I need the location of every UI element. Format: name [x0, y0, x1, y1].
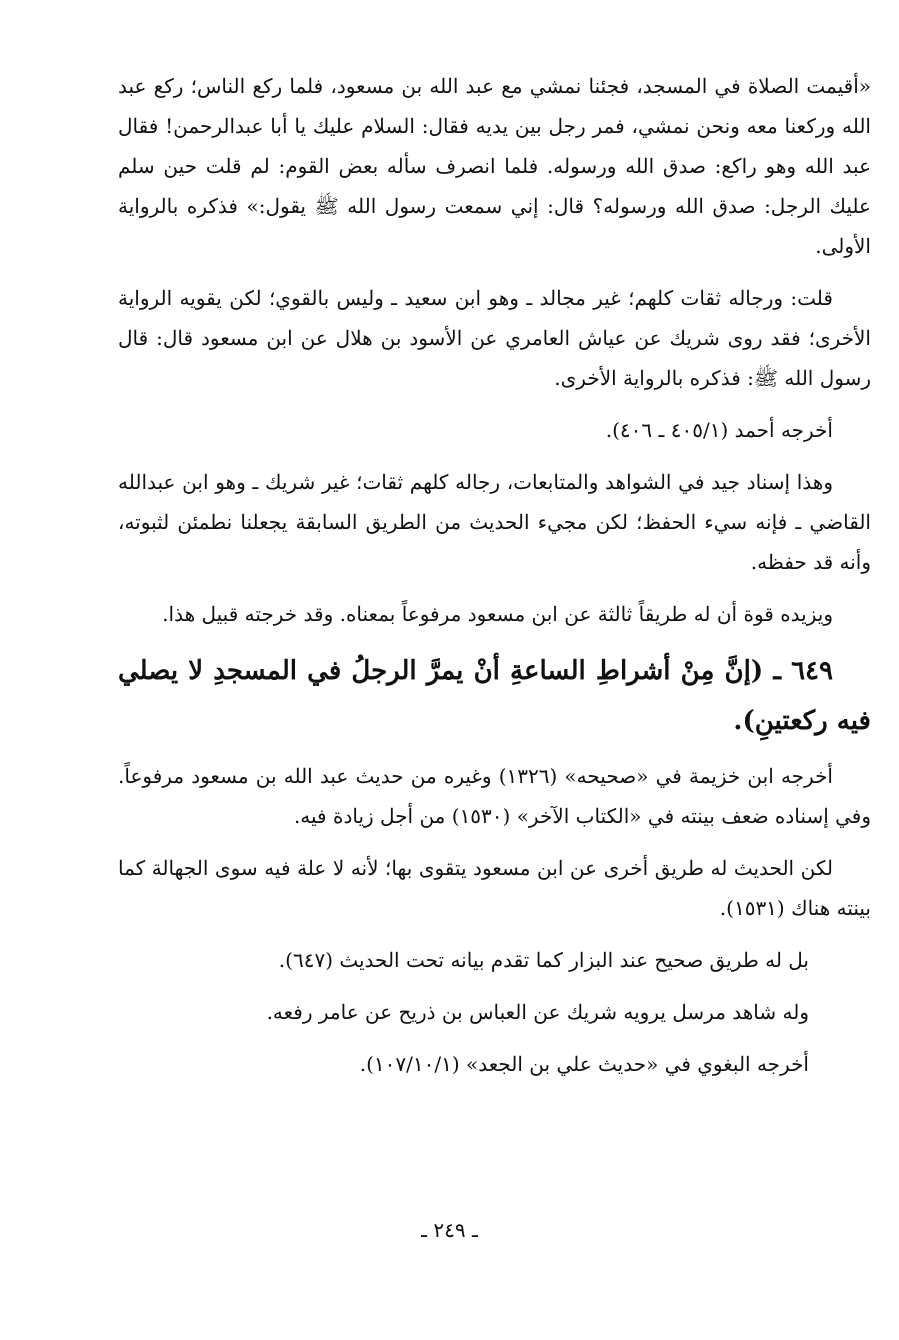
hadith-heading: ٦٤٩ ـ (إنَّ مِنْ أشراطِ الساعةِ أنْ يمرَّ الرجلُ في المسجدِ لا يصلي فيه ركعتينِ). [118, 656, 871, 736]
indented-notes [118, 940, 809, 1084]
note-mursal-witness: وله شاهد مرسل يرويه شريك عن العباس بن ذريح عن عامر رفعه. [266, 1000, 809, 1024]
paragraph-isnad-grading: وهذا إسناد جيد في الشواهد والمتابعات، رجاله كلهم ثقات؛ غير شريك ـ وهو ابن عبدالله القاضي ـ فإنه سيء الحفظ؛ لكن مجيء الحديث من الطريق السابقة يجعلنا نطمئن لثبوته، وأنه قد حفظه. [118, 470, 871, 574]
paragraph-third-route: ويزيده قوة أن له طريقاً ثالثة عن ابن مسعود مرفوعاً بمعناه. وقد خرجته قبيل هذا. [162, 602, 833, 626]
paragraph-isnad-note: قلت: ورجاله ثقات كلهم؛ غير مجالد ـ وهو ابن سعيد ـ وليس بالقوي؛ لكن يقويه الرواية الأخرى؛ فقد روى شريك عن عياش العامري عن الأسود بن هلال عن ابن مسعود قال: قال رسول الله ﷺ: فذكره بالرواية الأخرى. [118, 286, 871, 390]
page-body [118, 66, 871, 1084]
paragraph-hadith-narration: «أقيمت الصلاة في المسجد، فجئنا نمشي مع عبد الله بن مسعود، فلما ركع الناس؛ ركع عبد الله وركعنا معه ونحن نمشي، فمر رجل بين يديه فقال: السلام عليك يا أبا عبدالرحمن! فقال عبد الله وهو راكع: صدق الله ورسوله. فلما انصرف سأله بعض القوم: لم قلت حين سلم عليك الرجل: صدق الله ورسوله؟ قال: إني سمعت رسول الله ﷺ يقول:» فذكره بالرواية الأولى. [118, 74, 871, 258]
paragraph-ibn-khuzaymah: أخرجه ابن خزيمة في «صحيحه» (١٣٢٦) وغيره من حديث عبد الله بن مسعود مرفوعاً. وفي إسناده ضعف بينته في «الكتاب الآخر» (١٥٣٠) من أجل زيادة فيه. [118, 764, 871, 828]
note-bazzar: بل له طريق صحيح عند البزار كما تقدم بيانه تحت الحديث (٦٤٧). [278, 948, 809, 972]
paragraph-another-route: لكن الحديث له طريق أخرى عن ابن مسعود يتقوى بها؛ لأنه لا علة فيه سوى الجهالة كما بينته هناك (١٥٣١). [118, 856, 871, 920]
page-number: ـ ٢٤٩ ـ [421, 1218, 478, 1242]
note-baghawi: أخرجه البغوي في «حديث علي بن الجعد» (١٠٧/١٠/١). [359, 1052, 809, 1076]
paragraph-ahmad-reference: أخرجه أحمد (٤٠٥/١ ـ ٤٠٦). [605, 418, 833, 442]
